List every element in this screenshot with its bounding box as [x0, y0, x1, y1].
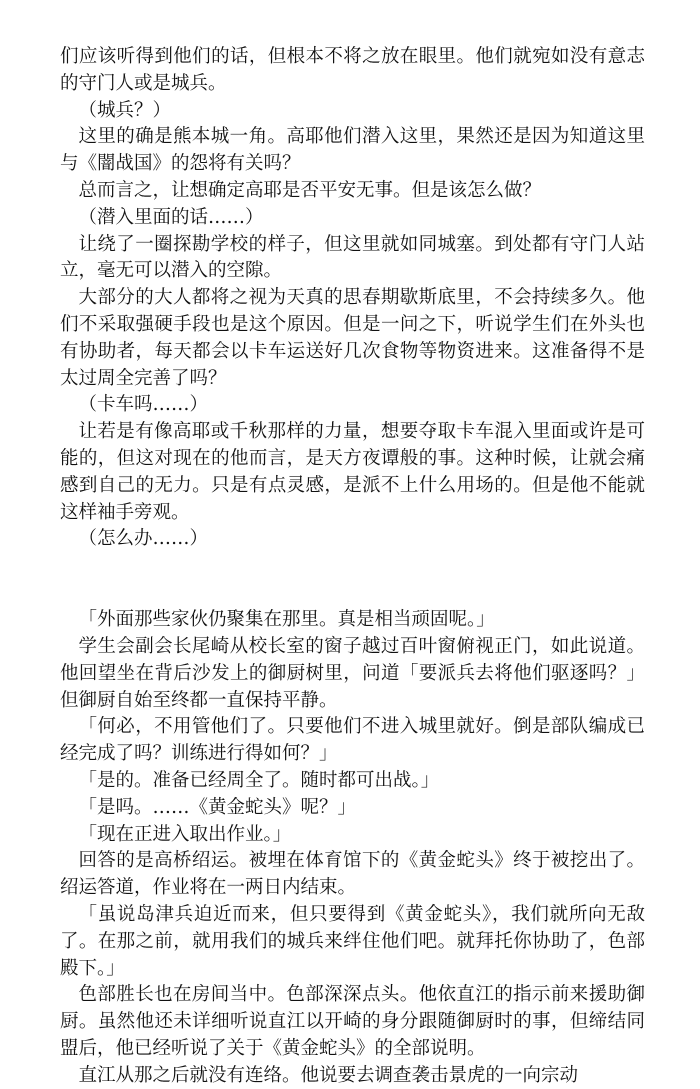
inner-thought-paragraph: （潜入里面的话……） — [78, 206, 264, 228]
paragraph: 「是吗。……《黄金蛇头》呢？」 — [78, 796, 357, 818]
paragraph: 「是的。准备已经周全了。随时都可出战。」 — [78, 769, 440, 791]
text-section-after — [60, 607, 645, 1089]
paragraph: 这里的确是熊本城一角。高耶他们潜入这里，果然还是因为知道这里与《闇战国》的怨将有关吗？ — [60, 126, 645, 175]
paragraph: 色部胜长也在房间当中。色部深深点头。他依直江的指示前来援助御厨。虽然他还未详细听说直江以开崎的身分跟随御厨时的事，但缔结同盟后，他已经听说了关于《黄金蛇头》的全部说明。 — [60, 984, 645, 1059]
section-break — [60, 553, 645, 607]
paragraph: 让若是有像高耶或千秋那样的力量，想要夺取卡车混入里面或许是可能的，但这对现在的他而言，是天方夜谭般的事。这种时候，让就会痛感到自己的无力。只是有点灵感，是派不上什么用场的。但是他不能就这样袖手旁观。 — [60, 421, 645, 523]
paragraph: 「外面那些家伙仍聚集在那里。真是相当顽固呢。」 — [78, 609, 495, 631]
paragraph: 大部分的大人都将之视为天真的思春期歇斯底里，不会持续多久。他们不采取强硬手段也是这个原因。但是一问之下，听说学生们在外头也有协助者，每天都会以卡车运送好几次食物等物资进来。这准备得不是太过周全完善了吗？ — [60, 287, 645, 389]
paragraph: 回答的是高桥绍运。被埋在体育馆下的《黄金蛇头》终于被挖出了。绍运答道，作业将在一两日内结束。 — [60, 850, 645, 899]
paragraph: 学生会副会长尾崎从校长室的窗子越过百叶窗俯视正门，如此说道。他回望坐在背后沙发上的御厨树里，问道「要派兵去将他们驱逐吗？」但御厨自始至终都一直保持平静。 — [60, 635, 645, 711]
paragraph: 们应该听得到他们的话，但根本不将之放在眼里。他们就宛如没有意志的守门人或是城兵。 — [60, 46, 645, 94]
text-section-before — [60, 44, 645, 553]
inner-thought-paragraph: （怎么办……） — [78, 528, 209, 550]
inner-thought-paragraph: （城兵？） — [78, 99, 172, 121]
paragraph: 总而言之，让想确定高耶是否平安无事。但是该怎么做？ — [78, 179, 542, 201]
paragraph: 直江从那之后就没有连络。他说要去调查袭击景虎的一向宗动 — [78, 1064, 579, 1086]
paragraph: 「现在正进入取出作业。」 — [78, 823, 292, 845]
paragraph: 「何必，不用管他们了。只要他们不进入城里就好。倒是部队编成已经完成了吗？训练进行得如何？」 — [60, 716, 645, 765]
inner-thought-paragraph: （卡车吗……） — [78, 394, 209, 416]
document-page — [60, 44, 645, 1089]
paragraph: 让绕了一圈探勘学校的样子，但这里就如同城塞。到处都有守门人站立，毫无可以潜入的空隙。 — [60, 233, 645, 282]
paragraph: 「虽说岛津兵迫近而来，但只要得到《黄金蛇头》，我们就所向无敌了。在那之前，就用我们的城兵来绊住他们吧。就拜托你协助了，色部殿下。」 — [60, 903, 645, 979]
